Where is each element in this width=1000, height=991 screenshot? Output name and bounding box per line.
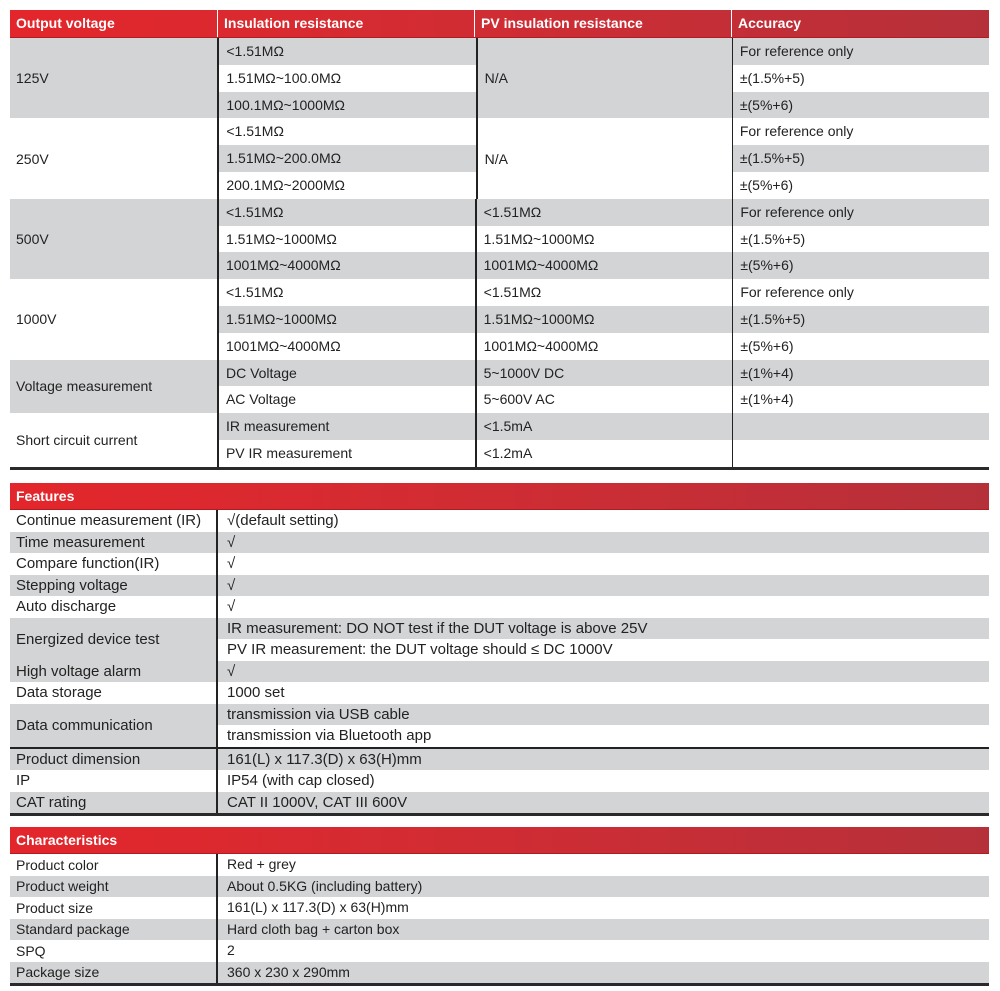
row-key: Continue measurement (IR): [10, 510, 218, 532]
characteristics-title: Characteristics: [10, 827, 989, 854]
spec-group: [10, 199, 989, 279]
ir-cell: <1.51MΩ: [219, 38, 475, 65]
row-value: CAT II 1000V, CAT III 600V: [218, 792, 989, 814]
characteristics-body: [10, 854, 989, 983]
pv-merged-cell: N/A: [476, 118, 732, 198]
row-key: Stepping voltage: [10, 575, 218, 597]
accuracy-cell: ±(5%+6): [733, 252, 989, 279]
accuracy-cell: ±(5%+6): [733, 92, 989, 119]
ir-cell: <1.51MΩ: [219, 279, 475, 306]
accuracy-cell: [733, 413, 989, 440]
features-row: [10, 596, 989, 618]
spec-group: [10, 279, 989, 359]
features-body: [10, 510, 989, 813]
output-voltage-label: 125V: [10, 38, 217, 118]
accuracy-cell: ±(1.5%+5): [733, 145, 989, 172]
accuracy-cell: [733, 440, 989, 467]
row-value: transmission via USB cable: [218, 704, 989, 726]
row-value: IP54 (with cap closed): [218, 770, 989, 792]
output-voltage-label: Short circuit current: [10, 413, 217, 467]
ir-cell: 1.51MΩ~1000MΩ: [219, 306, 475, 333]
row-key: SPQ: [10, 940, 218, 962]
pv-cell: <1.5mA: [477, 413, 733, 440]
row-value: √(default setting): [218, 510, 989, 532]
features-table: [10, 483, 989, 816]
accuracy-cell: ±(1%+4): [733, 360, 989, 387]
row-value: IR measurement: DO NOT test if the DUT voltage is above 25V: [218, 618, 989, 640]
features-title: Features: [10, 483, 989, 510]
characteristics-row: [10, 962, 989, 984]
row-key: Auto discharge: [10, 596, 218, 618]
ir-cell: 1.51MΩ~200.0MΩ: [219, 145, 475, 172]
ir-cell: 200.1MΩ~2000MΩ: [219, 172, 475, 199]
specification-table: [10, 10, 989, 470]
row-value: 1000 set: [218, 682, 989, 704]
features-row: [10, 661, 989, 683]
accuracy-cell: For reference only: [733, 199, 989, 226]
divider: [10, 983, 989, 986]
characteristics-row: [10, 897, 989, 919]
row-value: About 0.5KG (including battery): [218, 876, 989, 898]
features-row: [10, 532, 989, 554]
ir-cell: PV IR measurement: [219, 440, 475, 467]
pv-cell: 1.51MΩ~1000MΩ: [477, 306, 733, 333]
pv-cell: 5~1000V DC: [477, 360, 733, 387]
ir-cell: 1.51MΩ~100.0MΩ: [219, 65, 475, 92]
pv-cell: 1.51MΩ~1000MΩ: [477, 226, 733, 253]
accuracy-cell: For reference only: [733, 38, 989, 65]
row-key: IP: [10, 770, 218, 792]
row-key: Energized device test: [10, 618, 218, 661]
row-value: √: [218, 661, 989, 683]
pv-merged-cell: N/A: [476, 38, 732, 118]
accuracy-cell: ±(1.5%+5): [733, 65, 989, 92]
row-key: Package size: [10, 962, 218, 984]
output-voltage-label: 1000V: [10, 279, 217, 359]
accuracy-cell: ±(5%+6): [733, 333, 989, 360]
features-row: [10, 747, 989, 771]
features-row: [10, 618, 989, 661]
row-key: Data communication: [10, 704, 218, 747]
characteristics-row: [10, 919, 989, 941]
accuracy-cell: ±(1.5%+5): [733, 306, 989, 333]
row-value: 161(L) x 117.3(D) x 63(H)mm: [218, 897, 989, 919]
row-key: Compare function(IR): [10, 553, 218, 575]
row-value: √: [218, 553, 989, 575]
accuracy-cell: ±(1%+4): [733, 386, 989, 413]
accuracy-cell: ±(1.5%+5): [733, 226, 989, 253]
output-voltage-label: 500V: [10, 199, 217, 279]
header-accuracy: Accuracy: [738, 15, 802, 31]
ir-cell: 1001MΩ~4000MΩ: [219, 333, 475, 360]
features-row: [10, 575, 989, 597]
pv-cell: <1.2mA: [477, 440, 733, 467]
header-output-voltage: Output voltage: [10, 10, 218, 37]
ir-cell: 1.51MΩ~1000MΩ: [219, 226, 475, 253]
accuracy-cell: For reference only: [733, 118, 989, 145]
pv-cell: 5~600V AC: [477, 386, 733, 413]
features-row: [10, 770, 989, 792]
row-value: √: [218, 596, 989, 618]
divider: [10, 467, 989, 470]
characteristics-row: [10, 940, 989, 962]
row-value: √: [218, 532, 989, 554]
row-key: CAT rating: [10, 792, 218, 814]
row-key: Product size: [10, 897, 218, 919]
row-value: 2: [218, 940, 989, 962]
row-value: transmission via Bluetooth app: [218, 725, 989, 747]
pv-cell: 1001MΩ~4000MΩ: [477, 252, 733, 279]
spec-group: [10, 413, 989, 467]
characteristics-row: [10, 854, 989, 876]
ir-cell: DC Voltage: [219, 360, 475, 387]
row-key: Product dimension: [10, 749, 218, 771]
ir-cell: 1001MΩ~4000MΩ: [219, 252, 475, 279]
divider: [10, 813, 989, 816]
row-value: √: [218, 575, 989, 597]
row-key: Product weight: [10, 876, 218, 898]
pv-cell: 1001MΩ~4000MΩ: [477, 333, 733, 360]
row-value: PV IR measurement: the DUT voltage should ≤ DC 1000V: [218, 639, 989, 661]
header-insulation-resistance: Insulation resistance: [218, 10, 475, 37]
row-value: Red + grey: [218, 854, 989, 876]
row-key: Standard package: [10, 919, 218, 941]
ir-cell: <1.51MΩ: [219, 118, 475, 145]
accuracy-cell: For reference only: [733, 279, 989, 306]
row-value: 161(L) x 117.3(D) x 63(H)mm: [218, 749, 989, 771]
pv-cell: <1.51MΩ: [477, 199, 733, 226]
characteristics-table: [10, 827, 989, 986]
output-voltage-label: Voltage measurement: [10, 360, 217, 414]
features-row: [10, 682, 989, 704]
row-key: Product color: [10, 854, 218, 876]
row-key: Data storage: [10, 682, 218, 704]
features-row: [10, 792, 989, 814]
spec-group: [10, 38, 989, 118]
row-value: Hard cloth bag + carton box: [218, 919, 989, 941]
ir-cell: 100.1MΩ~1000MΩ: [219, 92, 475, 119]
features-row: [10, 553, 989, 575]
spec-header-row: [10, 10, 989, 38]
ir-cell: AC Voltage: [219, 386, 475, 413]
characteristics-row: [10, 876, 989, 898]
header-pv-insulation-resistance: PV insulation resistance: [475, 10, 732, 37]
accuracy-cell: ±(5%+6): [733, 172, 989, 199]
features-row: [10, 510, 989, 532]
features-row: [10, 704, 989, 747]
row-key: Time measurement: [10, 532, 218, 554]
spec-body: [10, 38, 989, 467]
spec-group: [10, 118, 989, 198]
row-key: High voltage alarm: [10, 661, 218, 683]
spec-group: [10, 360, 989, 414]
row-value: 360 x 230 x 290mm: [218, 962, 989, 984]
output-voltage-label: 250V: [10, 118, 217, 198]
pv-cell: <1.51MΩ: [477, 279, 733, 306]
ir-cell: <1.51MΩ: [219, 199, 475, 226]
ir-cell: IR measurement: [219, 413, 475, 440]
